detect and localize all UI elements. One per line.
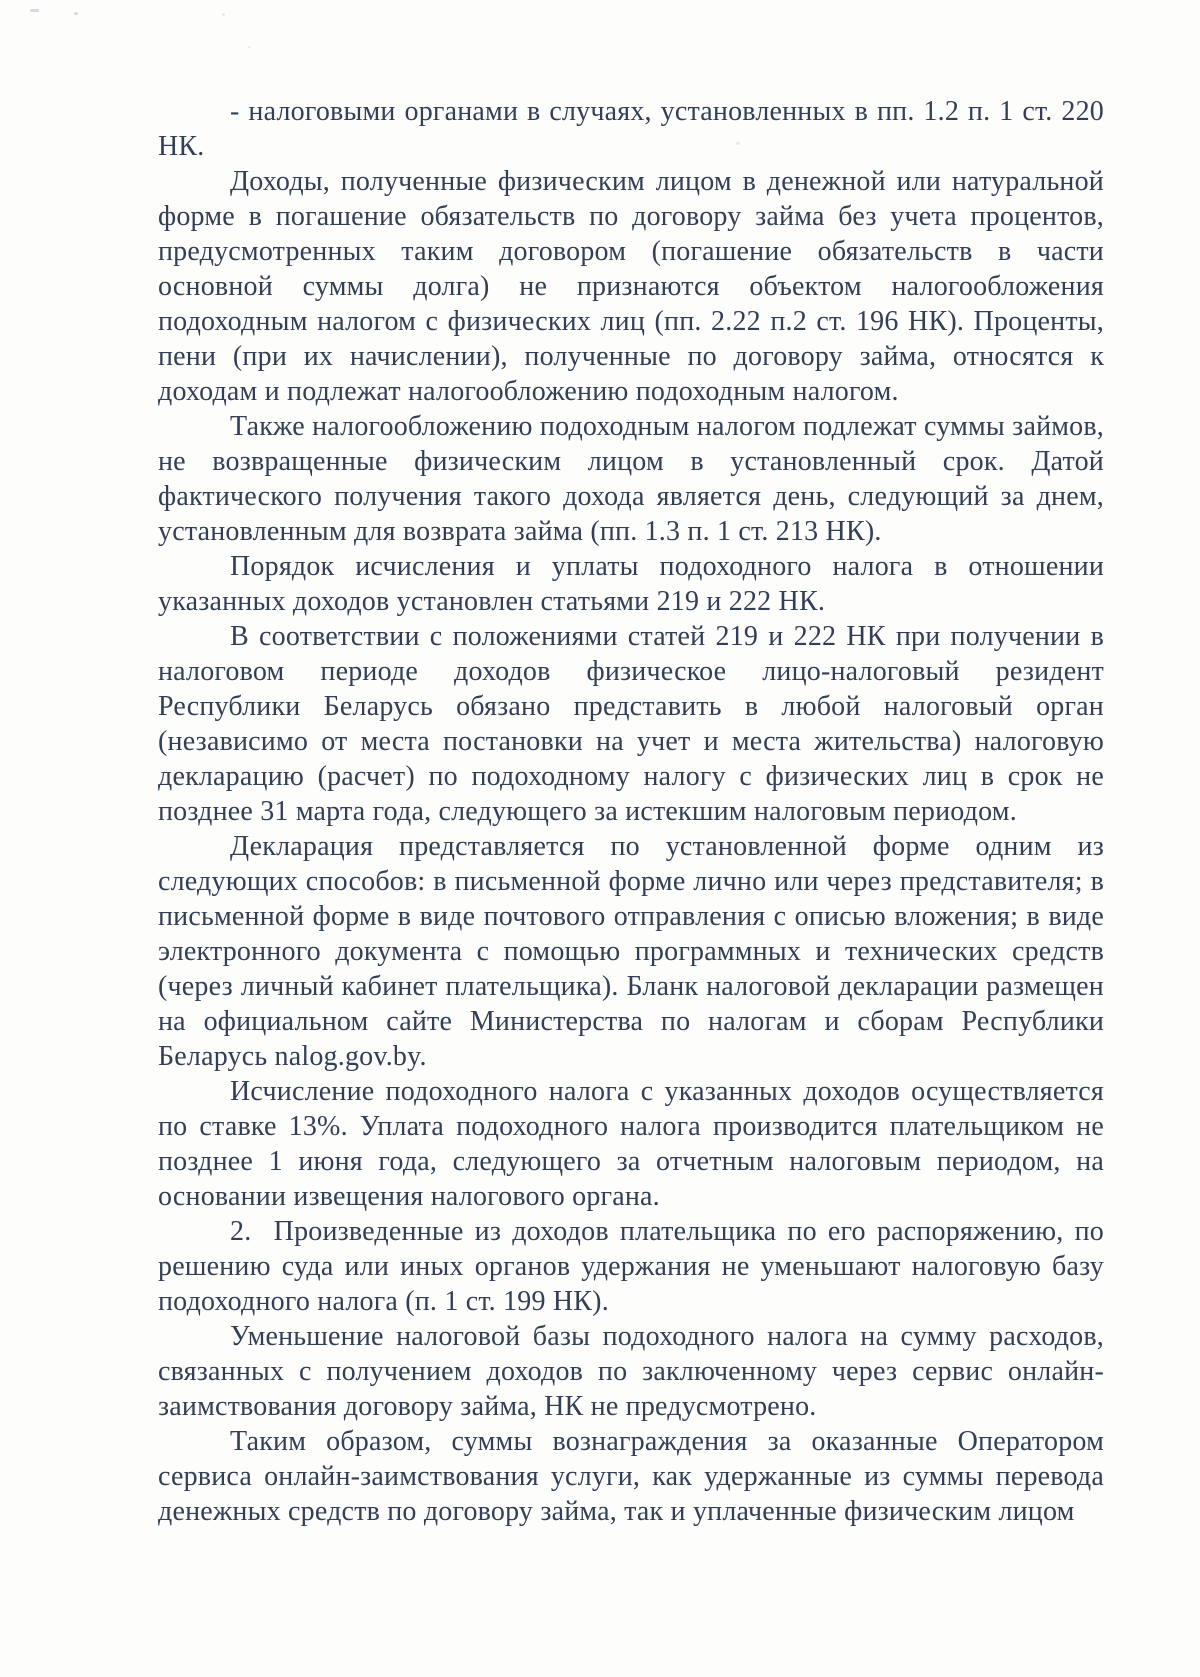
scan-speck: [222, 13, 225, 16]
paragraph-loan-repayment-income: Доходы, полученные физическим лицом в денежной или натуральной форме в погашение обязательств по договору займа без учета процентов, предусмотренных таким договором (погашение обязательств в части основной суммы долга) не признаются объектом налогообложения подоходным налогом с физических лиц (пп. 2.22 п.2 ст. 196 НК). Проценты, пени (при их начислении), полученные по договору займа, относятся к доходам и подлежат налогообложению подоходным налогом.: [158, 166, 1104, 407]
paragraph-declaration-obligation: В соответствии с положениями статей 219 и 222 НК при получении в налоговом периоде доходов физическое лицо-налоговый резидент Республики Беларусь обязано представить в любой налоговый орган (независимо от места постановки на учет и места жительства) налоговую декларацию (расчет) по подоходному налогу с физических лиц в срок не позднее 31 марта года, следующего за истекшим налоговым периодом.: [158, 621, 1104, 827]
scan-speck: [30, 9, 39, 12]
scan-speck: [248, 46, 251, 48]
document-text-block: [158, 94, 1104, 1529]
paragraph-operator-remuneration: Таким образом, суммы вознаграждения за оказанные Оператором сервиса онлайн-заимствования услуги, как удержанные из суммы перевода денежных средств по договору займа, так и уплаченные физическим лицом: [158, 1426, 1104, 1527]
paragraph-unreturned-loans: Также налогообложению подоходным налогом подлежат суммы займов, не возвращенные физическим лицом в установленный срок. Датой фактического получения такого дохода является день, следующий за днем, установленным для возврата займа (пп. 1.3 п. 1 ст. 213 НК).: [158, 411, 1104, 547]
paragraph-tax-base-reduction: Уменьшение налоговой базы подоходного налога на сумму расходов, связанных с получением доходов по заключенному через сервис онлайн-заимствования договору займа, НК не предусмотрено.: [158, 1321, 1104, 1422]
paragraph-calculation-procedure: Порядок исчисления и уплаты подоходного налога в отношении указанных доходов установлен статьями 219 и 222 НК.: [158, 551, 1104, 617]
paragraph-declaration-methods: Декларация представляется по установленной форме одним из следующих способов: в письменной форме лично или через представителя; в письменной форме в виде почтового отправления с описью вложения; в виде электронного документа с помощью программных и технических средств (через личный кабинет плательщика). Бланк налоговой декларации размещен на официальном сайте Министерства по налогам и сборам Республики Беларусь nalog.gov.by.: [158, 831, 1104, 1072]
paragraph-list-item-tax-authorities: - налоговыми органами в случаях, установленных в пп. 1.2 п. 1 ст. 220 НК.: [158, 96, 1104, 162]
paragraph-point-2-deductions: 2. Произведенные из доходов плательщика по его распоряжению, по решению суда или иных органов удержания не уменьшают налоговую базу подоходного налога (п. 1 ст. 199 НК).: [158, 1216, 1104, 1317]
paragraph-tax-rate-13: Исчисление подоходного налога с указанных доходов осуществляется по ставке 13%. Уплата подоходного налога производится плательщиком не позднее 1 июня года, следующего за отчетным налоговым периодом, на основании извещения налогового органа.: [158, 1076, 1104, 1212]
scan-speck: [74, 12, 78, 15]
